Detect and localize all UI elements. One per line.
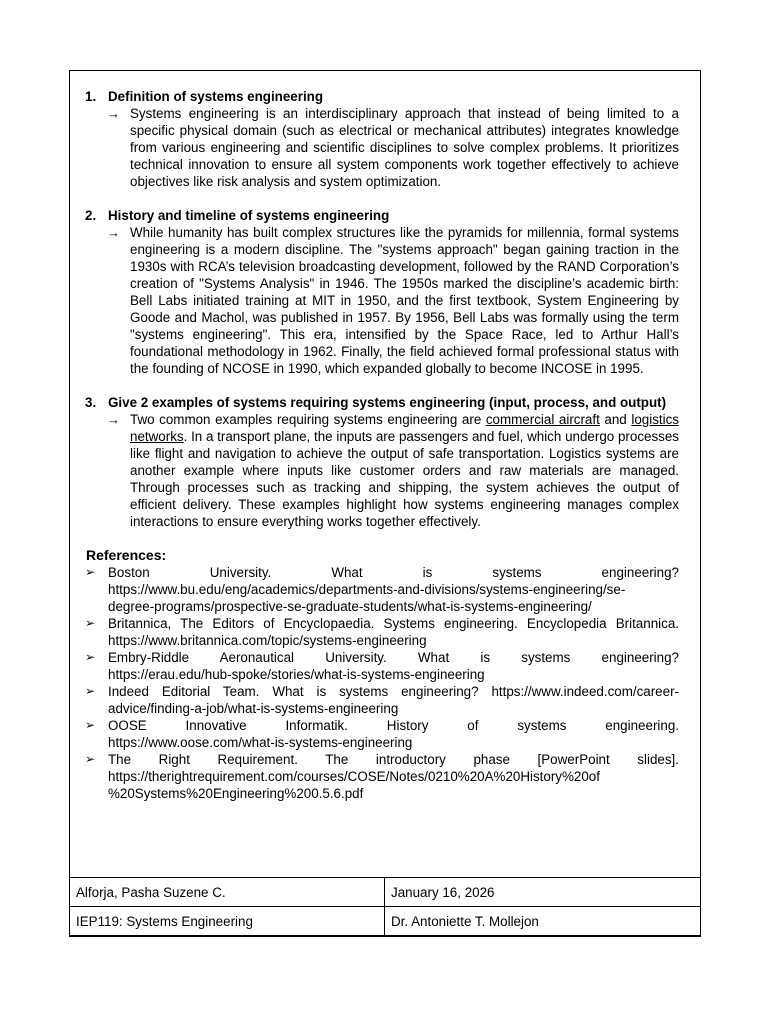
bullet-arrow-icon: ➢ (85, 616, 96, 630)
reference-url[interactable]: https://www.oose.com/what-is-systems-engineering (108, 735, 413, 750)
section-heading: History and timeline of systems engineering (108, 208, 390, 223)
section-body: Systems engineering is an interdisciplinary approach that instead of being limited to a specific physical domain (such as electrical or mechanical attributes) integrates knowledge from various engineering and scientific disciplines to solve complex problems. It prioritizes technical innovation to ensure all system components work together effectively to achieve objectives like risk analysis and system optimization. (130, 106, 679, 189)
section-number: 2. (85, 208, 97, 223)
section-number: 3. (85, 395, 97, 410)
arrow-icon: → (107, 412, 120, 427)
reference-url[interactable]: degree-programs/prospective-se-graduate-students/what-is-systems-engineering/ (108, 599, 592, 614)
references (70, 547, 700, 802)
bullet-arrow-icon: ➢ (85, 718, 96, 732)
underlined-term-logistics-networks: logistics networks (130, 412, 679, 444)
footer-row (70, 878, 701, 907)
bullet-arrow-icon: ➢ (85, 684, 96, 698)
reference-url[interactable]: advice/finding-a-job/what-is-systems-engineering (108, 701, 399, 716)
reference-url[interactable]: https://erau.edu/hub-spoke/stories/what-is-systems-engineering (108, 667, 485, 682)
section-heading: Give 2 examples of systems requiring systems engineering (input, process, and output) (108, 395, 667, 410)
section-history (70, 207, 700, 377)
submission-date: January 16, 2026 (385, 878, 701, 907)
section-body: While humanity has built complex structures like the pyramids for millennia, formal systems engineering is a modern discipline. The "systems approach" began gaining traction in the 1930s with RCA’s television broadcasting development, followed by the RAND Corporation’s creation of "Systems Analysis" in 1946. The 1950s marked the discipline’s academic birth: Bell Labs initiated training at MIT in 1950, and the first textbook, System Engineering by Goode and Machol, was published in 1957. By 1956, Bell Labs was formally using the term "systems engineering". This era, intensified by the Space Race, led to Arthur Hall’s foundational methodology in 1962. Finally, the field achieved formal professional status with the founding of NCOSE in 1990, which expanded globally to become INCOSE in 1995. (130, 225, 679, 376)
reference-text: OOSE Innovative Informatik. History of systems engineering. (108, 718, 679, 733)
reference-item (70, 751, 700, 802)
reference-text: Britannica, The Editors of Encyclopaedia. Systems engineering. Encyclopedia Britannica. (108, 616, 679, 631)
section-body-post: . In a transport plane, the inputs are passengers and fuel, which undergo processes like flight and navigation to achieve the output of safe transportation. Logistics systems are another example where inputs like customer orders and raw materials are managed. Through processes such as tracking and shipping, the system achieves the output of efficient delivery. These examples highlight how systems engineering manages complex interactions to ensure everything works together effectively. (130, 429, 679, 529)
underlined-term-commercial-aircraft: commercial aircraft (485, 412, 600, 427)
arrow-icon: → (107, 106, 120, 121)
reference-text: Boston University. What is systems engineering? (108, 565, 679, 580)
reference-item (70, 564, 700, 615)
reference-item (70, 717, 700, 751)
reference-text: The Right Requirement. The introductory phase [PowerPoint slides]. (108, 752, 679, 767)
reference-url[interactable]: %20Systems%20Engineering%200.5.6.pdf (108, 786, 364, 801)
section-number: 1. (85, 89, 97, 104)
footer-row (70, 907, 701, 936)
reference-text: Embry-Riddle Aeronautical University. What is systems engineering? (108, 650, 679, 665)
reference-item (70, 683, 700, 717)
section-examples (70, 394, 700, 530)
bullet-arrow-icon: ➢ (85, 565, 96, 579)
student-name: Alforja, Pasha Suzene C. (70, 878, 385, 907)
reference-text: Indeed Editorial Team. What is systems engineering? https://www.indeed.com/career- (108, 684, 679, 699)
section-heading: Definition of systems engineering (108, 89, 324, 104)
footer-table (69, 877, 701, 936)
bullet-arrow-icon: ➢ (85, 650, 96, 664)
course-name: IEP119: Systems Engineering (70, 907, 385, 936)
reference-item (70, 615, 700, 649)
reference-url[interactable]: https://www.bu.edu/eng/academics/departments-and-divisions/systems-engineering/se- (108, 582, 626, 597)
bullet-arrow-icon: ➢ (85, 752, 96, 766)
references-title: References: (86, 547, 167, 563)
section-definition (70, 88, 700, 190)
reference-item (70, 649, 700, 683)
reference-url[interactable]: https://www.britannica.com/topic/systems-engineering (108, 633, 427, 648)
document-content (70, 88, 700, 802)
arrow-icon: → (107, 225, 120, 240)
document-frame (69, 70, 701, 937)
section-body-mid: and (599, 412, 632, 427)
reference-url[interactable]: https://therightrequirement.com/courses/COSE/Notes/0210%20A%20History%20of (108, 769, 600, 784)
instructor-name: Dr. Antoniette T. Mollejon (385, 907, 701, 936)
section-body-pre: Two common examples requiring systems engineering are (130, 412, 486, 427)
